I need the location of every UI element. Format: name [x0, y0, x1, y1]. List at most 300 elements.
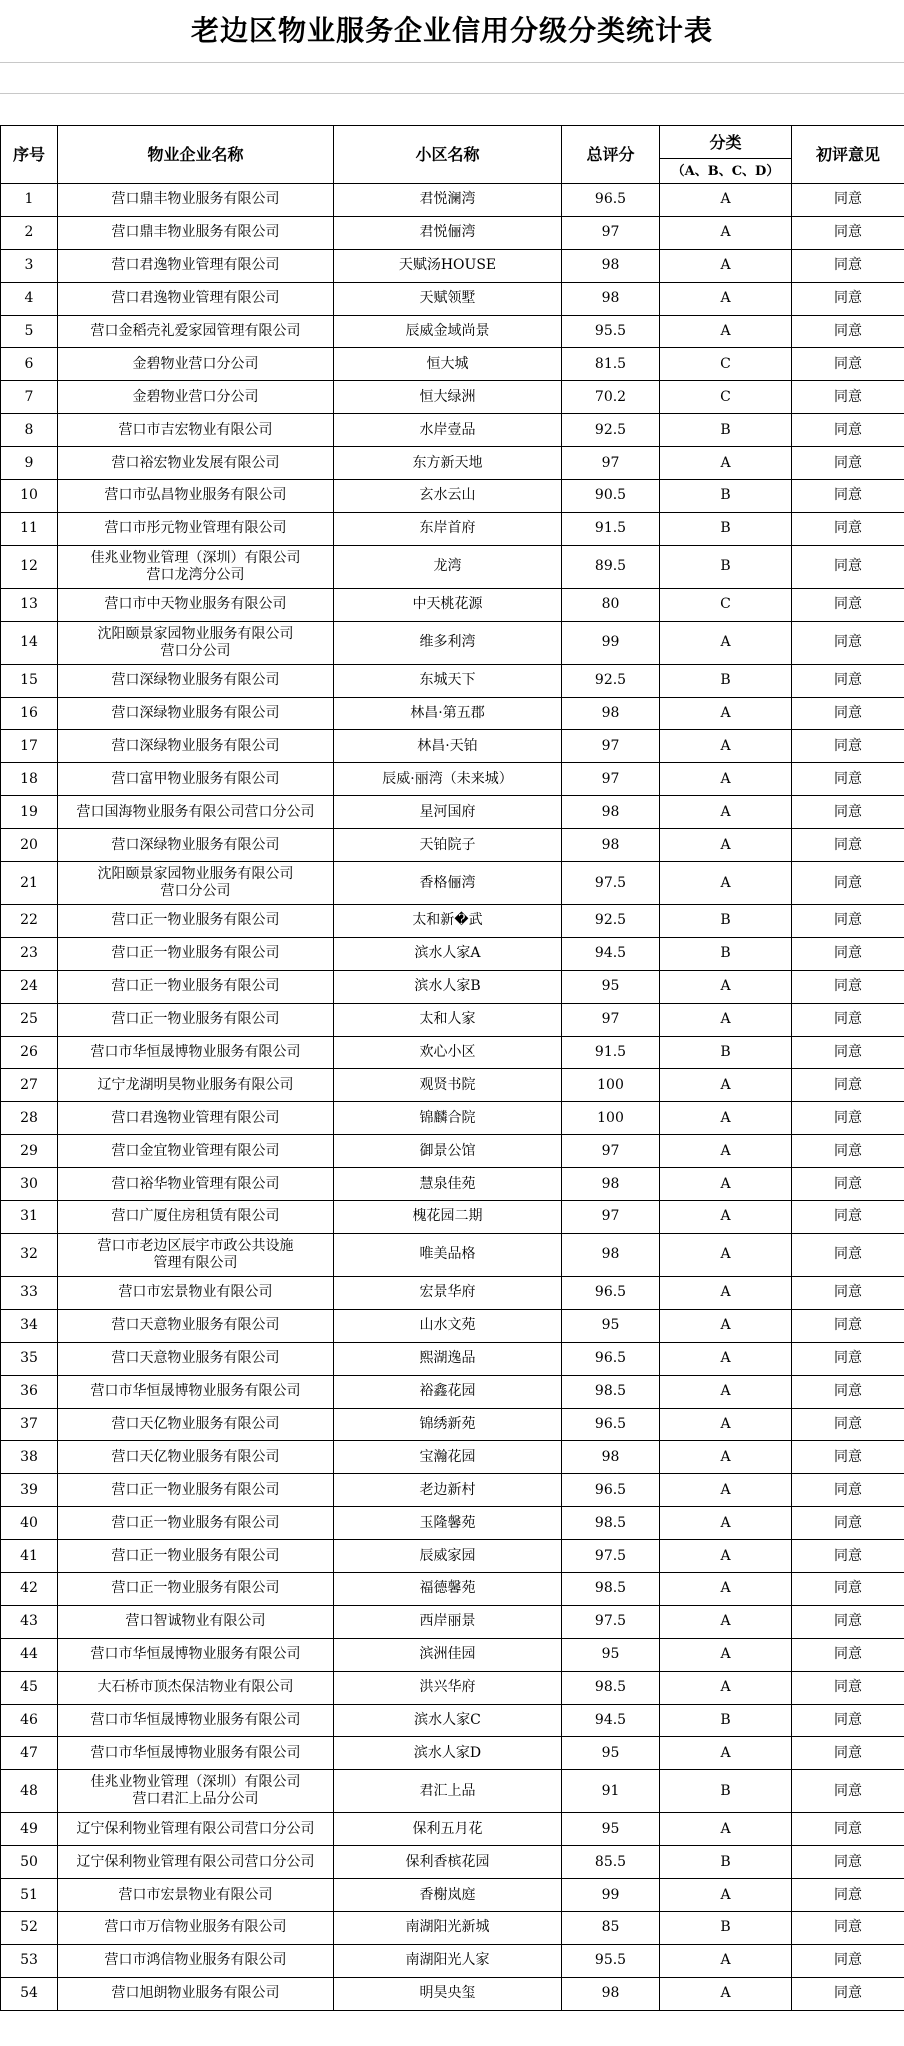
company-name: 营口正一物业服务有限公司: [58, 1474, 334, 1507]
company-name: 辽宁龙湖明昊物业服务有限公司: [58, 1069, 334, 1102]
community-name: 欢心小区: [334, 1036, 562, 1069]
row-index: 10: [1, 480, 58, 513]
total-score: 96.5: [562, 1408, 660, 1441]
company-name: 营口君逸物业管理有限公司: [58, 1102, 334, 1135]
credit-grade: A: [660, 184, 792, 217]
total-score: 97: [562, 447, 660, 480]
community-name: 辰威家园: [334, 1540, 562, 1573]
total-score: 98: [562, 249, 660, 282]
company-name: 营口市彤元物业管理有限公司: [58, 512, 334, 545]
credit-grade: A: [660, 1309, 792, 1342]
community-name: 南湖阳光人家: [334, 1944, 562, 1977]
credit-grade: B: [660, 1704, 792, 1737]
company-name: 营口市华恒晟博物业服务有限公司: [58, 1638, 334, 1671]
total-score: 85.5: [562, 1846, 660, 1879]
credit-grade: B: [660, 1846, 792, 1879]
total-score: 94.5: [562, 1704, 660, 1737]
row-index: 13: [1, 588, 58, 621]
table-row: [1, 1911, 904, 1944]
initial-opinion: 同意: [792, 1671, 904, 1704]
credit-grade: A: [660, 1102, 792, 1135]
company-name: 营口市华恒晟博物业服务有限公司: [58, 1036, 334, 1069]
row-index: 40: [1, 1507, 58, 1540]
community-name: 恒大城: [334, 348, 562, 381]
credit-grade: A: [660, 1135, 792, 1168]
initial-opinion: 同意: [792, 1704, 904, 1737]
community-name: 辰威金域尚景: [334, 315, 562, 348]
total-score: 95.5: [562, 1944, 660, 1977]
blank-row: [0, 94, 904, 126]
community-name: 东岸首府: [334, 512, 562, 545]
community-name: 辰威·丽湾（未来城）: [334, 763, 562, 796]
credit-grade: B: [660, 1911, 792, 1944]
table-row: [1, 1309, 904, 1342]
community-name: 保利香槟花园: [334, 1846, 562, 1879]
row-index: 33: [1, 1276, 58, 1309]
credit-grade: B: [660, 414, 792, 447]
initial-opinion: 同意: [792, 512, 904, 545]
row-index: 18: [1, 763, 58, 796]
community-name: 保利五月花: [334, 1813, 562, 1846]
initial-opinion: 同意: [792, 1638, 904, 1671]
credit-grade: B: [660, 545, 792, 588]
table-row: [1, 1770, 904, 1813]
company-name: 营口深绿物业服务有限公司: [58, 697, 334, 730]
total-score: 98: [562, 1977, 660, 2010]
table-row: [1, 1233, 904, 1276]
credit-grade: A: [660, 315, 792, 348]
row-index: 47: [1, 1737, 58, 1770]
company-name: 大石桥市顶杰保洁物业有限公司: [58, 1671, 334, 1704]
header-category: 分类: [660, 126, 792, 159]
initial-opinion: 同意: [792, 937, 904, 970]
table-row: [1, 1102, 904, 1135]
table-row: [1, 970, 904, 1003]
company-name: 沈阳颐景家园物业服务有限公司 营口分公司: [58, 862, 334, 905]
row-index: 53: [1, 1944, 58, 1977]
community-name: 宝瀚花园: [334, 1441, 562, 1474]
total-score: 98: [562, 697, 660, 730]
credit-grade: A: [660, 1572, 792, 1605]
row-index: 28: [1, 1102, 58, 1135]
credit-grade: A: [660, 1408, 792, 1441]
total-score: 97.5: [562, 1540, 660, 1573]
credit-grade: A: [660, 1879, 792, 1912]
initial-opinion: 同意: [792, 480, 904, 513]
total-score: 96.5: [562, 1276, 660, 1309]
community-name: 熙湖逸品: [334, 1342, 562, 1375]
row-index: 17: [1, 730, 58, 763]
community-name: 明昊央玺: [334, 1977, 562, 2010]
row-index: 15: [1, 664, 58, 697]
company-name: 营口正一物业服务有限公司: [58, 970, 334, 1003]
row-index: 38: [1, 1441, 58, 1474]
table-row: [1, 621, 904, 664]
row-index: 32: [1, 1233, 58, 1276]
row-index: 48: [1, 1770, 58, 1813]
total-score: 95: [562, 1737, 660, 1770]
credit-grade: A: [660, 730, 792, 763]
community-name: 南湖阳光新城: [334, 1911, 562, 1944]
community-name: 君悦澜湾: [334, 184, 562, 217]
community-name: 东城天下: [334, 664, 562, 697]
initial-opinion: 同意: [792, 1879, 904, 1912]
total-score: 100: [562, 1102, 660, 1135]
community-name: 玄水云山: [334, 480, 562, 513]
initial-opinion: 同意: [792, 1605, 904, 1638]
company-name: 营口深绿物业服务有限公司: [58, 730, 334, 763]
row-index: 39: [1, 1474, 58, 1507]
table-row: [1, 1605, 904, 1638]
row-index: 30: [1, 1168, 58, 1201]
table-row: [1, 1704, 904, 1737]
header-opinion: 初评意见: [792, 126, 904, 184]
total-score: 98: [562, 1441, 660, 1474]
table-row: [1, 1474, 904, 1507]
community-name: 香榭岚庭: [334, 1879, 562, 1912]
company-name: 营口君逸物业管理有限公司: [58, 249, 334, 282]
total-score: 97.5: [562, 1605, 660, 1638]
row-index: 42: [1, 1572, 58, 1605]
table-row: [1, 1813, 904, 1846]
row-index: 14: [1, 621, 58, 664]
row-index: 29: [1, 1135, 58, 1168]
initial-opinion: 同意: [792, 1540, 904, 1573]
credit-grade: A: [660, 1233, 792, 1276]
credit-grade: A: [660, 216, 792, 249]
row-index: 9: [1, 447, 58, 480]
company-name: 营口金宜物业管理有限公司: [58, 1135, 334, 1168]
initial-opinion: 同意: [792, 1944, 904, 1977]
row-index: 11: [1, 512, 58, 545]
table-row: [1, 414, 904, 447]
company-name: 营口市弘昌物业服务有限公司: [58, 480, 334, 513]
row-index: 35: [1, 1342, 58, 1375]
total-score: 92.5: [562, 664, 660, 697]
community-name: 星河国府: [334, 796, 562, 829]
company-name: 辽宁保利物业管理有限公司营口分公司: [58, 1846, 334, 1879]
table-row: [1, 545, 904, 588]
page-title: 老边区物业服务企业信用分级分类统计表: [0, 0, 904, 63]
company-name: 营口市吉宏物业有限公司: [58, 414, 334, 447]
company-name: 营口广厦住房租赁有限公司: [58, 1201, 334, 1234]
initial-opinion: 同意: [792, 184, 904, 217]
company-name: 营口富甲物业服务有限公司: [58, 763, 334, 796]
table-row: [1, 315, 904, 348]
table-row: [1, 763, 904, 796]
table-row: [1, 829, 904, 862]
total-score: 99: [562, 621, 660, 664]
total-score: 94.5: [562, 937, 660, 970]
company-name: 营口正一物业服务有限公司: [58, 1507, 334, 1540]
table-row: [1, 1408, 904, 1441]
credit-grade: A: [660, 862, 792, 905]
initial-opinion: 同意: [792, 697, 904, 730]
table-row: [1, 1135, 904, 1168]
total-score: 97: [562, 216, 660, 249]
credit-grade: A: [660, 697, 792, 730]
credit-grade: A: [660, 1342, 792, 1375]
company-name: 营口正一物业服务有限公司: [58, 937, 334, 970]
total-score: 96.5: [562, 1342, 660, 1375]
initial-opinion: 同意: [792, 315, 904, 348]
company-name: 营口深绿物业服务有限公司: [58, 664, 334, 697]
company-name: 营口裕华物业管理有限公司: [58, 1168, 334, 1201]
credit-grade: A: [660, 763, 792, 796]
total-score: 92.5: [562, 905, 660, 938]
spreadsheet: [0, 0, 904, 126]
company-name: 营口鼎丰物业服务有限公司: [58, 216, 334, 249]
table-row: [1, 1069, 904, 1102]
community-name: 槐花园二期: [334, 1201, 562, 1234]
initial-opinion: 同意: [792, 414, 904, 447]
row-index: 37: [1, 1408, 58, 1441]
initial-opinion: 同意: [792, 1135, 904, 1168]
table-row: [1, 1977, 904, 2010]
company-name: 营口市宏景物业有限公司: [58, 1276, 334, 1309]
company-name: 金碧物业营口分公司: [58, 348, 334, 381]
total-score: 96.5: [562, 1474, 660, 1507]
table-row: [1, 796, 904, 829]
community-name: 御景公馆: [334, 1135, 562, 1168]
total-score: 91.5: [562, 512, 660, 545]
table-row: [1, 216, 904, 249]
credit-grade: A: [660, 621, 792, 664]
initial-opinion: 同意: [792, 1770, 904, 1813]
row-index: 2: [1, 216, 58, 249]
table-row: [1, 862, 904, 905]
table-row: [1, 1036, 904, 1069]
total-score: 96.5: [562, 184, 660, 217]
company-name: 营口市鸿信物业服务有限公司: [58, 1944, 334, 1977]
row-index: 43: [1, 1605, 58, 1638]
total-score: 98: [562, 1168, 660, 1201]
table-row: [1, 348, 904, 381]
company-name: 佳兆业物业管理（深圳）有限公司 营口龙湾分公司: [58, 545, 334, 588]
company-name: 营口正一物业服务有限公司: [58, 1572, 334, 1605]
company-name: 营口金稻壳礼爱家园管理有限公司: [58, 315, 334, 348]
community-name: 锦绣新苑: [334, 1408, 562, 1441]
total-score: 95: [562, 1638, 660, 1671]
table-row: [1, 1168, 904, 1201]
total-score: 100: [562, 1069, 660, 1102]
table-row: [1, 1441, 904, 1474]
company-name: 营口国海物业服务有限公司营口分公司: [58, 796, 334, 829]
initial-opinion: 同意: [792, 545, 904, 588]
company-name: 沈阳颐景家园物业服务有限公司 营口分公司: [58, 621, 334, 664]
table-row: [1, 905, 904, 938]
company-name: 营口天意物业服务有限公司: [58, 1342, 334, 1375]
initial-opinion: 同意: [792, 588, 904, 621]
community-name: 西岸丽景: [334, 1605, 562, 1638]
initial-opinion: 同意: [792, 1375, 904, 1408]
company-name: 辽宁保利物业管理有限公司营口分公司: [58, 1813, 334, 1846]
initial-opinion: 同意: [792, 1846, 904, 1879]
credit-grade: A: [660, 1977, 792, 2010]
total-score: 80: [562, 588, 660, 621]
total-score: 91.5: [562, 1036, 660, 1069]
credit-grade: A: [660, 1069, 792, 1102]
total-score: 97: [562, 1201, 660, 1234]
row-index: 45: [1, 1671, 58, 1704]
community-name: 福德馨苑: [334, 1572, 562, 1605]
table-row: [1, 1375, 904, 1408]
row-index: 41: [1, 1540, 58, 1573]
credit-grade: B: [660, 937, 792, 970]
community-name: 滨水人家C: [334, 1704, 562, 1737]
row-index: 31: [1, 1201, 58, 1234]
company-name: 营口天意物业服务有限公司: [58, 1309, 334, 1342]
credit-grade: A: [660, 1813, 792, 1846]
header-row: [1, 126, 904, 159]
row-index: 3: [1, 249, 58, 282]
total-score: 70.2: [562, 381, 660, 414]
community-name: 滨水人家A: [334, 937, 562, 970]
community-name: 洪兴华府: [334, 1671, 562, 1704]
community-name: 林昌·第五郡: [334, 697, 562, 730]
credit-grade: B: [660, 480, 792, 513]
row-index: 44: [1, 1638, 58, 1671]
total-score: 95.5: [562, 315, 660, 348]
table-row: [1, 184, 904, 217]
company-name: 营口正一物业服务有限公司: [58, 1003, 334, 1036]
credit-grade: B: [660, 664, 792, 697]
table-row: [1, 697, 904, 730]
total-score: 98.5: [562, 1671, 660, 1704]
total-score: 98: [562, 796, 660, 829]
row-index: 26: [1, 1036, 58, 1069]
company-name: 营口裕宏物业发展有限公司: [58, 447, 334, 480]
credit-grade: A: [660, 1671, 792, 1704]
table-row: [1, 1276, 904, 1309]
company-name: 营口市华恒晟博物业服务有限公司: [58, 1737, 334, 1770]
initial-opinion: 同意: [792, 862, 904, 905]
community-name: 中天桃花源: [334, 588, 562, 621]
row-index: 1: [1, 184, 58, 217]
community-name: 君悦俪湾: [334, 216, 562, 249]
table-row: [1, 381, 904, 414]
community-name: 东方新天地: [334, 447, 562, 480]
community-name: 恒大绿洲: [334, 381, 562, 414]
table-row: [1, 1003, 904, 1036]
community-name: 滨水人家D: [334, 1737, 562, 1770]
row-index: 24: [1, 970, 58, 1003]
initial-opinion: 同意: [792, 621, 904, 664]
initial-opinion: 同意: [792, 664, 904, 697]
table-row: [1, 480, 904, 513]
company-name: 营口正一物业服务有限公司: [58, 905, 334, 938]
company-name: 营口天亿物业服务有限公司: [58, 1441, 334, 1474]
total-score: 97: [562, 1003, 660, 1036]
total-score: 98: [562, 829, 660, 862]
row-index: 4: [1, 282, 58, 315]
total-score: 97: [562, 1135, 660, 1168]
company-name: 营口市华恒晟博物业服务有限公司: [58, 1704, 334, 1737]
community-name: 滨水人家B: [334, 970, 562, 1003]
company-name: 佳兆业物业管理（深圳）有限公司 营口君汇上品分公司: [58, 1770, 334, 1813]
initial-opinion: 同意: [792, 1102, 904, 1135]
table-row: [1, 1846, 904, 1879]
company-name: 营口深绿物业服务有限公司: [58, 829, 334, 862]
credit-grade: A: [660, 1441, 792, 1474]
community-name: 香格俪湾: [334, 862, 562, 905]
community-name: 太和新�武: [334, 905, 562, 938]
credit-grade: A: [660, 447, 792, 480]
initial-opinion: 同意: [792, 1977, 904, 2010]
table-row: [1, 1671, 904, 1704]
community-name: 龙湾: [334, 545, 562, 588]
company-name: 营口智诚物业有限公司: [58, 1605, 334, 1638]
total-score: 98.5: [562, 1572, 660, 1605]
initial-opinion: 同意: [792, 1572, 904, 1605]
credit-grade: A: [660, 1605, 792, 1638]
credit-grade: A: [660, 249, 792, 282]
total-score: 95: [562, 1813, 660, 1846]
table-row: [1, 512, 904, 545]
row-index: 22: [1, 905, 58, 938]
row-index: 36: [1, 1375, 58, 1408]
initial-opinion: 同意: [792, 829, 904, 862]
row-index: 20: [1, 829, 58, 862]
initial-opinion: 同意: [792, 1408, 904, 1441]
row-index: 54: [1, 1977, 58, 2010]
header-index: 序号: [1, 126, 58, 184]
initial-opinion: 同意: [792, 1168, 904, 1201]
table-row: [1, 1944, 904, 1977]
table-row: [1, 1572, 904, 1605]
row-index: 49: [1, 1813, 58, 1846]
total-score: 99: [562, 1879, 660, 1912]
community-name: 锦麟合院: [334, 1102, 562, 1135]
initial-opinion: 同意: [792, 447, 904, 480]
row-index: 34: [1, 1309, 58, 1342]
community-name: 君汇上品: [334, 1770, 562, 1813]
header-category-sub: （A、B、C、D）: [660, 159, 792, 184]
total-score: 81.5: [562, 348, 660, 381]
company-name: 营口市华恒晟博物业服务有限公司: [58, 1375, 334, 1408]
row-index: 12: [1, 545, 58, 588]
community-name: 天赋领墅: [334, 282, 562, 315]
company-name: 营口市万信物业服务有限公司: [58, 1911, 334, 1944]
credit-grade: A: [660, 1168, 792, 1201]
header-score: 总评分: [562, 126, 660, 184]
total-score: 91: [562, 1770, 660, 1813]
total-score: 97: [562, 730, 660, 763]
company-name: 营口君逸物业管理有限公司: [58, 282, 334, 315]
table-row: [1, 664, 904, 697]
initial-opinion: 同意: [792, 1737, 904, 1770]
credit-grade: A: [660, 1737, 792, 1770]
credit-grade: C: [660, 588, 792, 621]
initial-opinion: 同意: [792, 970, 904, 1003]
table-row: [1, 282, 904, 315]
total-score: 90.5: [562, 480, 660, 513]
table-row: [1, 1879, 904, 1912]
initial-opinion: 同意: [792, 1309, 904, 1342]
row-index: 52: [1, 1911, 58, 1944]
initial-opinion: 同意: [792, 1474, 904, 1507]
table-row: [1, 1737, 904, 1770]
initial-opinion: 同意: [792, 348, 904, 381]
header-community: 小区名称: [334, 126, 562, 184]
community-name: 玉隆馨苑: [334, 1507, 562, 1540]
credit-grade: B: [660, 512, 792, 545]
table-row: [1, 1342, 904, 1375]
total-score: 97: [562, 763, 660, 796]
row-index: 50: [1, 1846, 58, 1879]
community-name: 山水文苑: [334, 1309, 562, 1342]
community-name: 宏景华府: [334, 1276, 562, 1309]
